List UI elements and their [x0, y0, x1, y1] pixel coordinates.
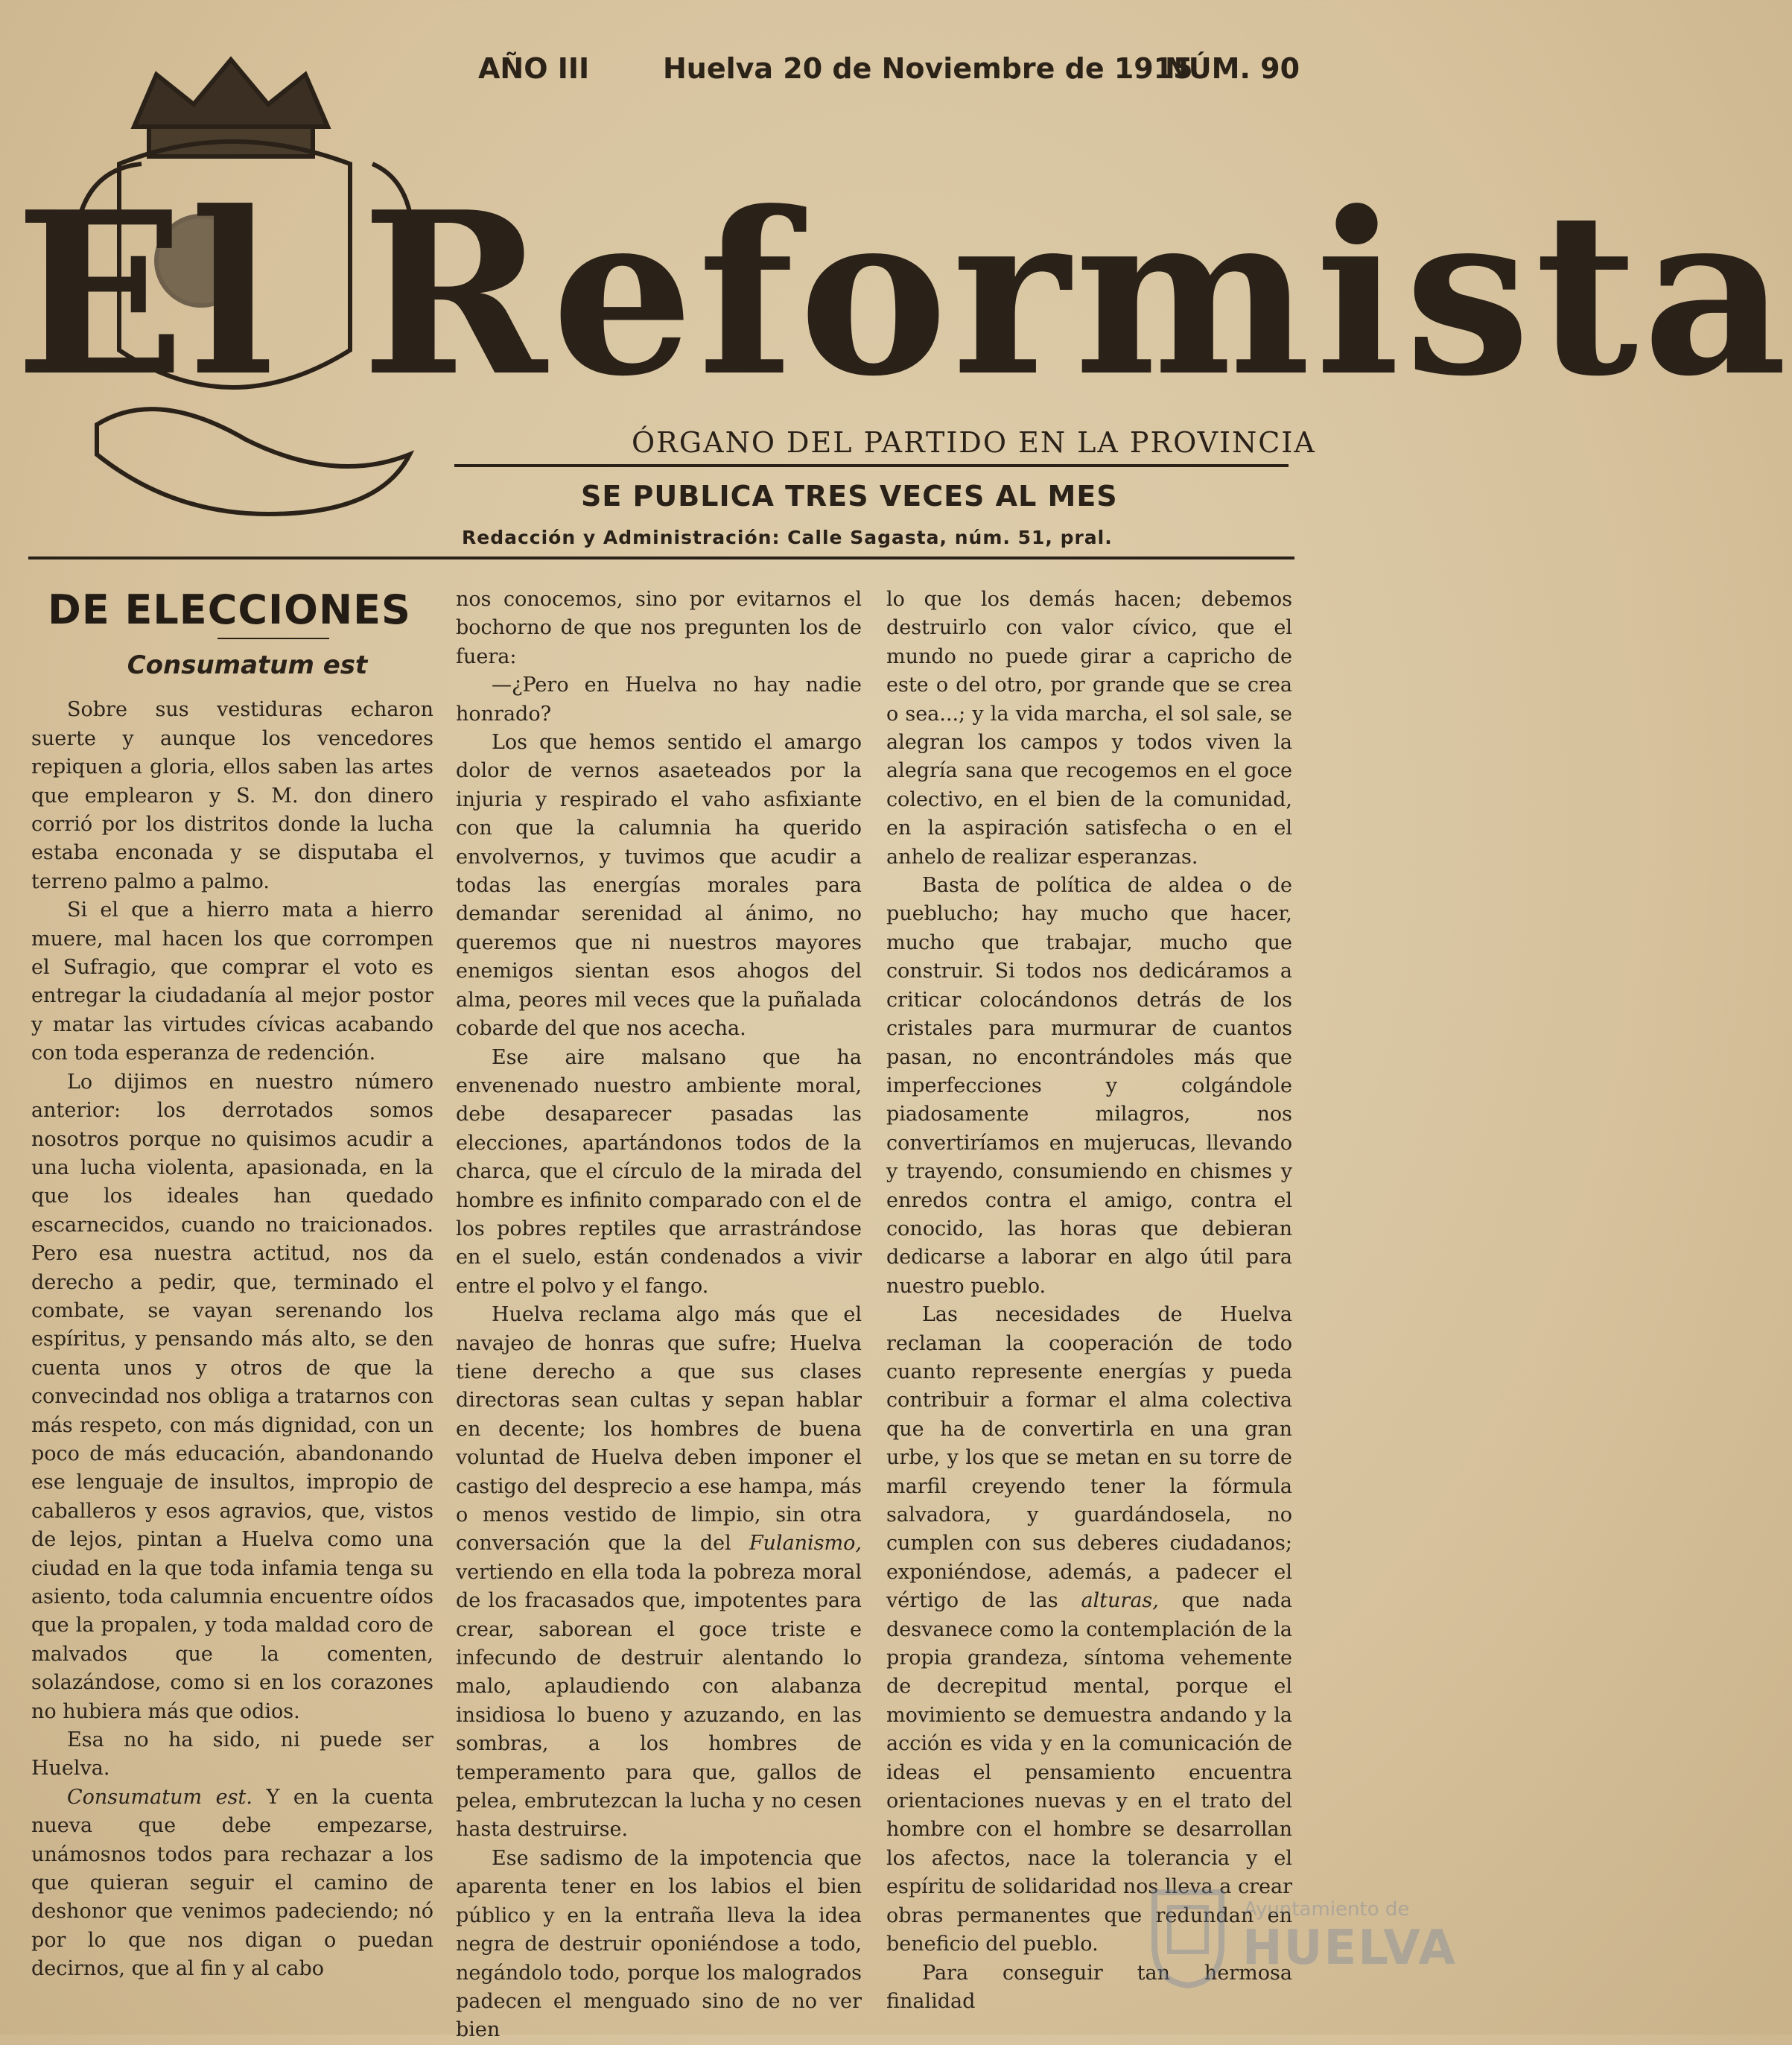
- italic-phrase: alturas,: [1081, 1589, 1159, 1613]
- article-column-3: [886, 586, 1292, 2016]
- issue-date: Huelva 20 de Noviembre de 1915: [663, 52, 1193, 85]
- article-column-1: [31, 586, 433, 1984]
- masthead-subtitle: ÓRGANO DEL PARTIDO EN LA PROVINCIA: [632, 426, 1316, 459]
- article-headline: DE ELECCIONES: [48, 586, 411, 633]
- issue-year: AÑO III: [478, 52, 590, 85]
- library-watermark: [1147, 1877, 1457, 2011]
- paragraph-continued: nos conocemos, sino por evitarnos el bochorno de que nos pregunten los de fuera:: [456, 588, 862, 668]
- watermark-line-1: Ayuntamiento de: [1244, 1898, 1410, 1921]
- city-shield-icon: [1147, 1877, 1229, 1989]
- watermark-line-2: HUELVA: [1242, 1921, 1457, 1976]
- headline-rule: [217, 638, 329, 639]
- paragraph: Si el que a hierro mata a hierro muere, mal hacen los que corrompen el Sufragio, que comprar el voto es entregar la ciudadanía al mejor postor y matar las virtudes cívicas acabando con toda esperanza de redención.: [31, 898, 433, 1065]
- paragraph-text: Las necesidades de Huelva reclaman la cooperación de todo cuanto represente energías y pueda contribuir a formar el alma colectiva que ha de convertirla en una gran urbe, y los que se metan en su torre de marfil creyendo tener la fórmula salvadora, y guardándosela, no cumplen con sus deberes ciudadanos; exponiéndose, además, a padecer el vértigo de las: [886, 1303, 1292, 1613]
- header-divider: [28, 557, 1294, 559]
- paragraph-text: vertiendo en ella toda la pobreza moral de los fracasados que, impotentes para crear, saborean el goce triste e infecundo de destruir alentando lo malo, aplaudiendo con alabanza insidiosa lo bueno y azuzando, en las sombras, a los hombres de temperamento para que, gallos de pelea, embrutezcan la lucha y no cesen hasta destruirse.: [456, 1560, 862, 1842]
- paragraph-continued: lo que los demás hacen; debemos destruirlo con valor cívico, que el mundo no puede girar a capricho de este o del otro, por grande que se crea o sea...; y la vida marcha, el sol sale, se alegran los campos y todos viven la alegría sana que recogemos en el goce colectivo, en el bien de la comunidad, en la aspiración satisfecha o en el anhelo de realizar esperanzas.: [886, 588, 1292, 869]
- paragraph-text: que nada desvanece como la contemplación de la propia grandeza, síntoma vehemente de decrepitud mental, porque el movimiento se demuestra andando y la acción es vida y en la comunicación de ideas el pensamiento encuentra orientaciones nuevas y en el trato del hombre con el hombre se desarrollan los afectos, nace la tolerancia y el espíritu de solidaridad nos lleva a crear obras permanentes que redundan en beneficio del pueblo.: [886, 1589, 1292, 1956]
- masthead-title: El Reformista: [15, 162, 1792, 425]
- paragraph-text: Y en la cuenta nueva que debe empezarse, unámosnos todos para rechazar a los que quieran seguir el camino de deshonor que venimos padeciendo; nó por lo que nos digan o puedan decirnos, que al fin y al cabo: [31, 1785, 433, 1981]
- paragraph: Lo dijimos en nuestro número anterior: los derrotados somos nosotros porque no quisimos acudir a una lucha violenta, apasionada, en la que los ideales han quedado escarnecidos, cuando no traicionados. Pero esa nuestra actitud, nos da derecho a pedir, que, terminado el combate, se vayan serenando los espíritus, y pensando más alto, se den cuenta unos y otros de que la convecindad nos obliga a tratarnos con más respeto, con más dignidad, con un poco de más educación, abandonando ese lenguaje de insultos, impropio de caballeros y esos agravios, que, vistos de lejos, pintan a Huelva como una ciudad en la que toda infamia tenga su asiento, toda calumnia encuentre oídos que la propalen, y toda maldad coro de malvados que la comenten, solazándose, como si en los corazones no hubiera más que odios.: [31, 1070, 433, 1723]
- paragraph: Ese sadismo de la impotencia que aparenta tener en los labios el bien público y en la entraña lleva la idea negra de destruir oponiéndose a todo, negándolo todo, porque los malogrados padecen el menguado sino de no ver bien: [456, 1846, 862, 2042]
- publication-frequency: SE PUBLICA TRES VECES AL MES: [581, 480, 1118, 513]
- paragraph: Los que hemos sentido el amargo dolor de vernos asaeteados por la injuria y respirado el vaho asfixiante con que la calumnia ha querido envolvernos, y tuvimos que acudir a todas las energías morales para demandar serenidad al ánimo, no queremos que ni nuestros mayores enemigos sientan esos ahogos del alma, peores mil veces que la puñalada cobarde del que nos acecha.: [456, 731, 862, 1041]
- paragraph: [886, 1301, 1292, 1959]
- paragraph: [31, 1784, 433, 1984]
- paragraph: Para conseguir tan hermosa finalidad: [886, 1961, 1292, 2013]
- paragraph: Esa no ha sido, ni puede ser Huelva.: [31, 1728, 433, 1781]
- italic-phrase: Consumatum est.: [67, 1785, 252, 1809]
- editorial-address: Redacción y Administración: Calle Sagasta, núm. 51, pral.: [462, 527, 1113, 548]
- paragraph: Ese aire malsano que ha envenenado nuestro ambiente moral, debe desaparecer pasadas las elecciones, apartándonos todos de la charca, que el círculo de la mirada del hombre es infinito comparado con el de los pobres reptiles que arrastrándose en el suelo, están condenados a vivir entre el polvo y el fango.: [456, 1045, 862, 1298]
- italic-phrase: Fulanismo,: [749, 1532, 862, 1556]
- paragraph: Basta de política de aldea o de pueblucho; hay mucho que hacer, mucho que trabajar, mucho que construir. Si todos nos dedicáramos a criticar colocándonos detrás de los cristales para murmurar de cuantos pasan, no encontrándoles más que imperfecciones y colgándole piadosamente milagros, nos convertiríamos en mujerucas, llevando y trayendo, consumiendo en chismes y enredos contra el amigo, contra el conocido, las horas que debieran dedicarse a laborar en algo útil para nuestro pueblo.: [886, 874, 1292, 1298]
- paragraph: Sobre sus vestiduras echaron suerte y aunque los vencedores repiquen a gloria, ellos saben las artes que emplearon y S. M. don dinero corrió por los distritos donde la lucha estaba enconada y se disputaba el terreno palmo a palmo.: [31, 698, 433, 893]
- issue-number: NÚM. 90: [1165, 52, 1300, 85]
- paragraph: [456, 1301, 862, 1845]
- masthead-divider: [454, 464, 1289, 467]
- article-subheadline: Consumatum est: [127, 650, 368, 680]
- article-column-2: [456, 586, 862, 2045]
- paragraph: —¿Pero en Huelva no hay nadie honrado?: [456, 673, 862, 726]
- paragraph-text: Huelva reclama algo más que el navajeo de honras que sufre; Huelva tiene derecho a que sus clases directoras sean cultas y sepan hablar en decente; los hombres de buena voluntad de Huelva deben imponer el castigo del desprecio a ese hampa, más o menos vestido de limpio, sin otra conversación que la del: [456, 1303, 862, 1556]
